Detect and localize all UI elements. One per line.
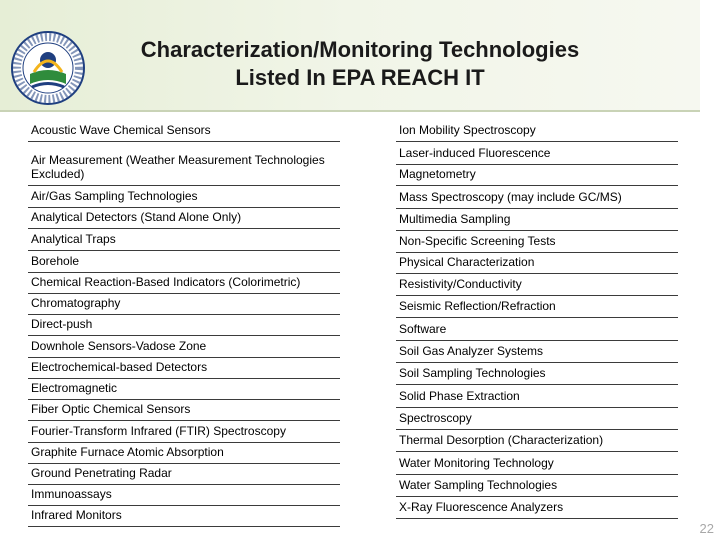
list-item: Multimedia Sampling [396, 209, 678, 231]
list-item: Water Sampling Technologies [396, 475, 678, 497]
list-item: Fiber Optic Chemical Sensors [28, 400, 340, 421]
list-item: Analytical Traps [28, 229, 340, 251]
list-item: Seismic Reflection/Refraction [396, 296, 678, 318]
list-item: Chemical Reaction-Based Indicators (Colorimetric) [28, 273, 340, 294]
left-technology-list [28, 118, 340, 527]
list-item: Ground Penetrating Radar [28, 464, 340, 485]
right-technology-list [396, 118, 678, 519]
list-item: Non-Specific Screening Tests [396, 231, 678, 253]
list-item: Fourier-Transform Infrared (FTIR) Spectroscopy [28, 421, 340, 443]
list-item: Ion Mobility Spectroscopy [396, 118, 678, 142]
list-item: Graphite Furnace Atomic Absorption [28, 443, 340, 464]
list-item: Analytical Detectors (Stand Alone Only) [28, 208, 340, 229]
list-item: Borehole [28, 251, 340, 273]
list-item: Physical Characterization [396, 253, 678, 274]
page-number: 22 [699, 521, 714, 536]
list-item: Resistivity/Conductivity [396, 274, 678, 296]
list-item: Chromatography [28, 294, 340, 315]
list-item: X-Ray Fluorescence Analyzers [396, 497, 678, 519]
list-item: Immunoassays [28, 485, 340, 506]
slide-title [100, 36, 620, 92]
epa-seal-logo [10, 30, 86, 106]
list-item: Software [396, 318, 678, 341]
list-item: Electromagnetic [28, 379, 340, 400]
list-item: Solid Phase Extraction [396, 385, 678, 408]
list-item: Mass Spectroscopy (may include GC/MS) [396, 186, 678, 209]
list-item: Magnetometry [396, 165, 678, 186]
list-item: Soil Sampling Technologies [396, 363, 678, 385]
list-item: Downhole Sensors-Vadose Zone [28, 336, 340, 358]
list-item: Thermal Desorption (Characterization) [396, 430, 678, 452]
list-item: Infrared Monitors [28, 506, 340, 527]
list-item: Water Monitoring Technology [396, 452, 678, 475]
list-item: Direct-push [28, 315, 340, 336]
title-divider [0, 110, 700, 112]
list-item: Air Measurement (Weather Measurement Technologies Excluded) [28, 142, 340, 186]
list-item: Electrochemical-based Detectors [28, 358, 340, 379]
list-item: Acoustic Wave Chemical Sensors [28, 118, 340, 142]
title-line-1: Characterization/Monitoring Technologies [140, 37, 580, 62]
list-item: Soil Gas Analyzer Systems [396, 341, 678, 363]
list-item: Laser-induced Fluorescence [396, 142, 678, 165]
title-line-2: Listed In EPA REACH IT [235, 65, 485, 90]
list-item: Spectroscopy [396, 408, 678, 430]
list-item: Air/Gas Sampling Technologies [28, 186, 340, 208]
